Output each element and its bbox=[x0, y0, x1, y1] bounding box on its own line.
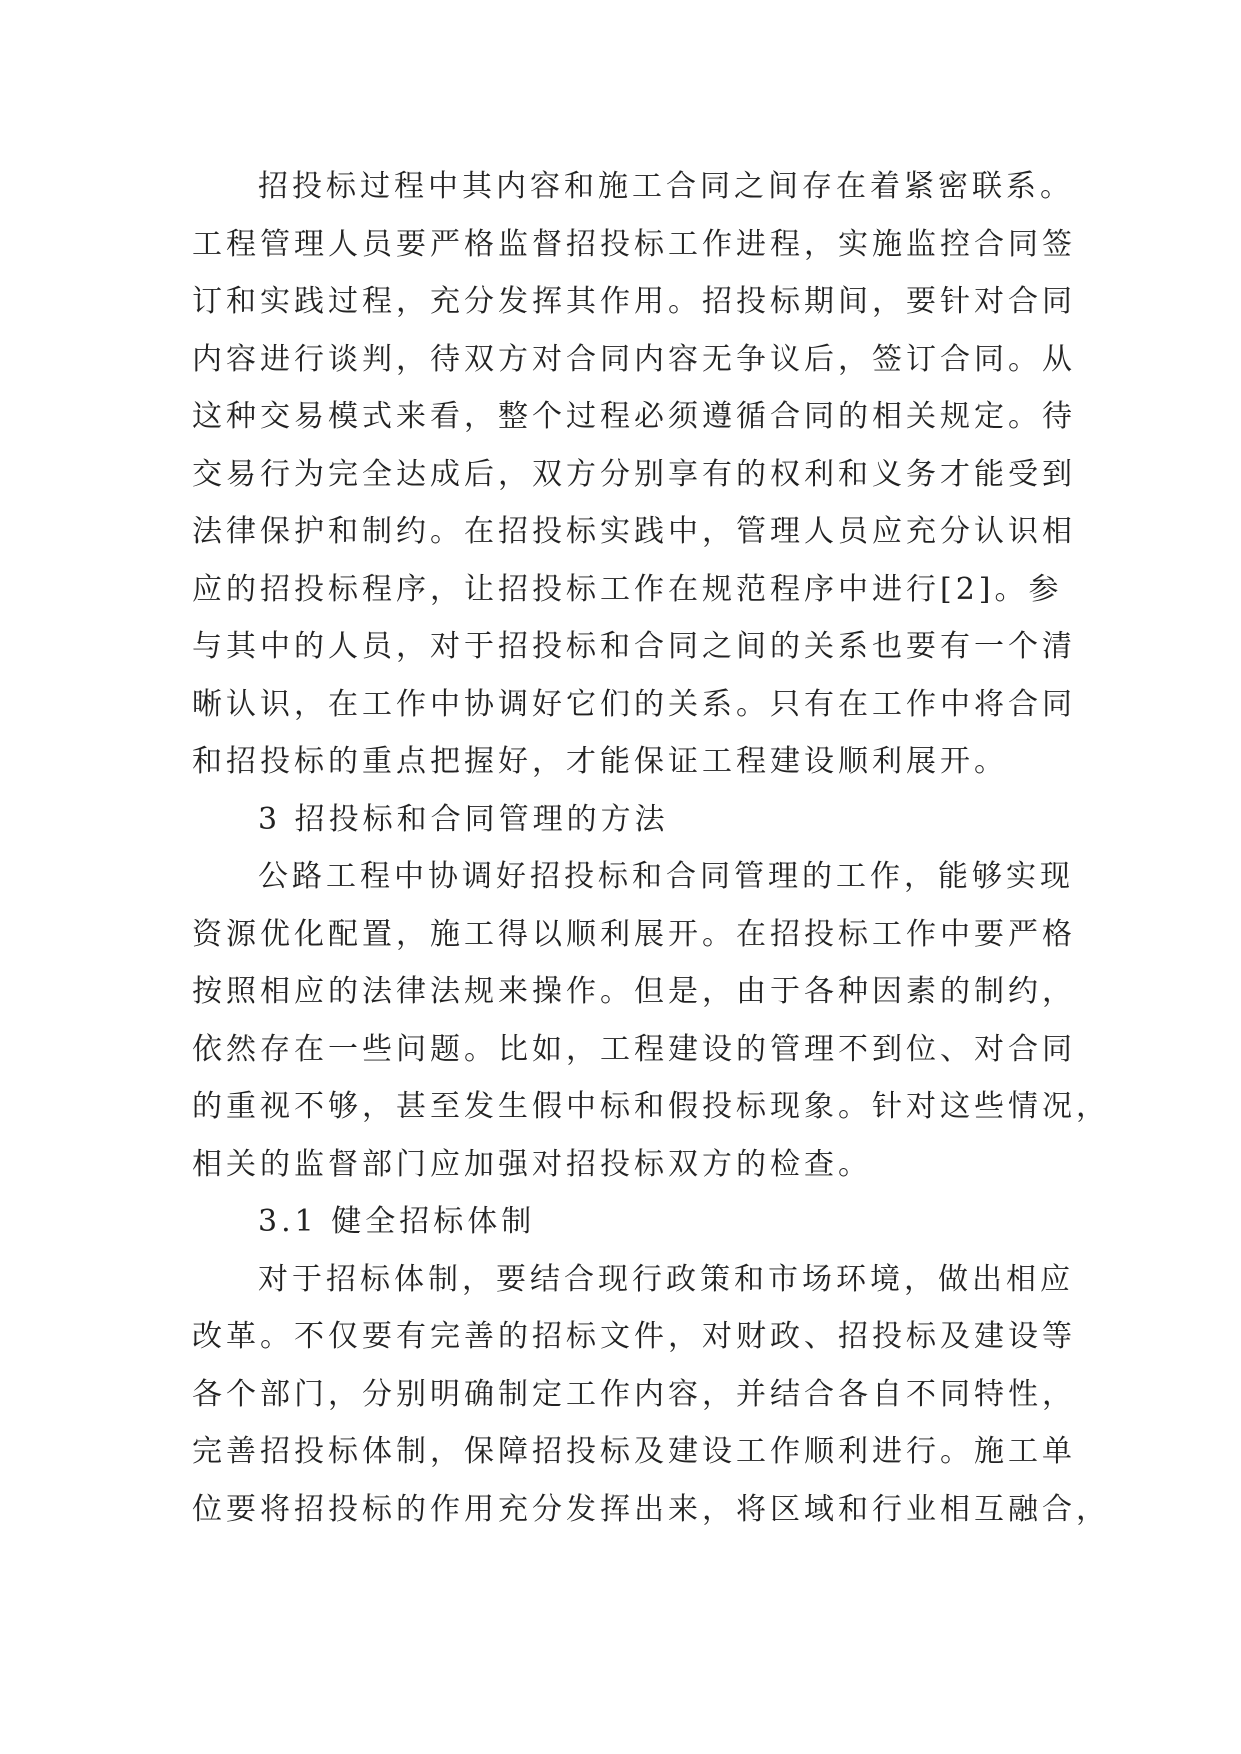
paragraph-line: 应的招投标程序，让招投标工作在规范程序中进行[2]。参 bbox=[192, 571, 1063, 607]
paragraph-line: 改革。不仅要有完善的招标文件，对财政、招投标及建设等 bbox=[192, 1319, 1076, 1354]
paragraph-line: 工程管理人员要严格监督招投标工作进程，实施监控合同签 bbox=[192, 226, 1076, 262]
paragraph-line: 内容进行谈判，待双方对合同内容无争议后，签订合同。从 bbox=[192, 341, 1076, 377]
paragraph-line: 各个部门，分别明确制定工作内容，并结合各自不同特性， bbox=[192, 1376, 1076, 1412]
paragraph-line: 和招投标的重点把握好，才能保证工程建设顺利展开。 bbox=[192, 744, 1008, 779]
subsection-heading: 3.1 健全招标体制 bbox=[258, 1204, 536, 1239]
paragraph-line: 这种交易模式来看，整个过程必须遵循合同的相关规定。待 bbox=[192, 399, 1076, 434]
paragraph-line: 对于招标体制，要结合现行政策和市场环境，做出相应 bbox=[258, 1261, 1074, 1297]
paragraph-line: 与其中的人员，对于招投标和合同之间的关系也要有一个清 bbox=[192, 629, 1076, 664]
paragraph-line: 完善招投标体制，保障招投标及建设工作顺利进行。施工单 bbox=[192, 1434, 1076, 1469]
paragraph-line: 依然存在一些问题。比如，工程建设的管理不到位、对合同 bbox=[192, 1031, 1076, 1067]
paragraph-line: 公路工程中协调好招投标和合同管理的工作，能够实现 bbox=[258, 859, 1074, 894]
section-heading: 3 招投标和合同管理的方法 bbox=[258, 801, 669, 837]
paragraph-line: 的重视不够，甚至发生假中标和假投标现象。针对这些情况， bbox=[192, 1089, 1110, 1124]
paragraph-line: 交易行为完全达成后，双方分别享有的权利和义务才能受到 bbox=[192, 456, 1076, 492]
body-text bbox=[192, 158, 1110, 1538]
paragraph-line: 订和实践过程，充分发挥其作用。招投标期间，要针对合同 bbox=[192, 284, 1076, 319]
paragraph-line: 晰认识，在工作中协调好它们的关系。只有在工作中将合同 bbox=[192, 686, 1076, 722]
paragraph-line: 相关的监督部门应加强对招投标双方的检查。 bbox=[192, 1146, 872, 1182]
paragraph-line: 资源优化配置，施工得以顺利展开。在招投标工作中要严格 bbox=[192, 916, 1076, 952]
paragraph-line: 按照相应的法律法规来操作。但是，由于各种因素的制约， bbox=[192, 974, 1076, 1009]
paragraph-line: 招投标过程中其内容和施工合同之间存在着紧密联系。 bbox=[258, 169, 1074, 204]
paragraph-line: 位要将招投标的作用充分发挥出来，将区域和行业相互融合， bbox=[192, 1491, 1110, 1527]
paragraph-line: 法律保护和制约。在招投标实践中，管理人员应充分认识相 bbox=[192, 514, 1076, 549]
